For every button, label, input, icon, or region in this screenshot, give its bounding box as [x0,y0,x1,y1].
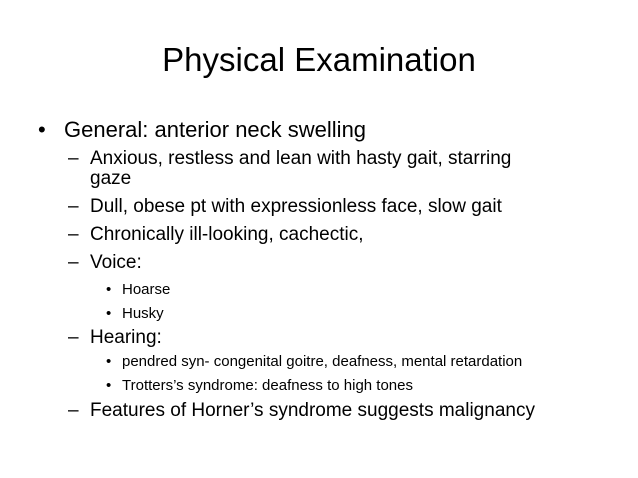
sub-item-text: Voice: [90,252,142,273]
sub-item-text: Features of Horner’s syndrome suggests malignancy [90,400,535,421]
sub-item-text: Hearing: [90,327,162,348]
bullet-marker: • [106,281,112,298]
sub-item-text: Dull, obese pt with expressionless face, slow gait [90,196,502,217]
sub-sub-item-text: Hoarse [122,281,171,298]
dash-marker: – [68,400,79,421]
sub-sub-item-text: pendred syn- congenital goitre, deafness, mental retardation [122,353,523,370]
sub-sub-item-text: Husky [122,305,164,322]
dash-marker: – [68,327,79,348]
dash-marker: – [68,148,79,169]
bullet-text: General: anterior neck swelling [64,117,367,142]
bullet-marker: • [106,305,112,322]
dash-marker: – [68,252,79,273]
sub-item-text: Anxious, restless and lean with hasty gait, starring [90,148,512,169]
dash-marker: – [68,196,79,217]
sub-sub-item-text: Trotters’s syndrome: deafness to high tones [122,377,413,394]
dash-marker: – [68,224,79,245]
bullet-marker: • [38,117,46,142]
sub-item-text: gaze [90,168,132,189]
sub-item-text: Chronically ill-looking, cachectic, [90,224,364,245]
bullet-marker: • [106,377,112,394]
bullet-marker: • [106,353,112,370]
slide-title: Physical Examination [162,41,476,78]
